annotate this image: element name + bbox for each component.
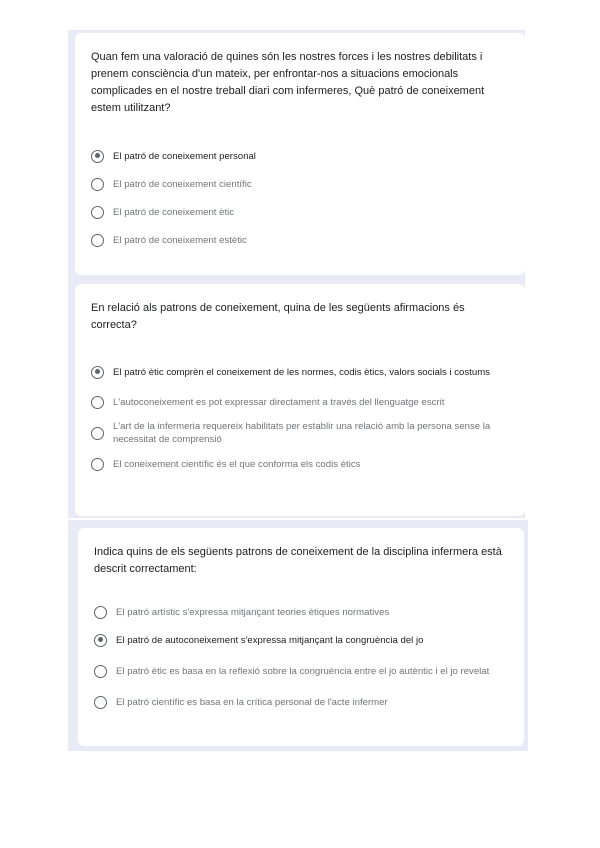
radio-option[interactable]: [91, 416, 509, 450]
radio-unselected-icon[interactable]: [91, 427, 104, 440]
radio-unselected-icon[interactable]: [91, 206, 104, 219]
radio-option[interactable]: [91, 226, 509, 254]
answer-options: [91, 356, 509, 478]
question-text: En relació als patrons de coneixement, quina de les següents afirmacions és correcta?: [91, 302, 465, 331]
question-card-3: [78, 528, 524, 746]
option-label: El patró artístic s'expressa mitjançant teories ètiques normatives: [116, 606, 390, 618]
option-label: El patró científic es basa en la crítica personal de l'acte infermer: [116, 696, 388, 708]
option-label: L'art de la infermeria requereix habilitats per establir una relació amb la persona sense la necessitat de comprensió: [113, 421, 491, 445]
option-label: El patró de coneixement personal: [113, 150, 256, 162]
radio-option[interactable]: [91, 198, 509, 226]
radio-option[interactable]: [94, 598, 508, 626]
answer-options: [91, 142, 509, 254]
radio-option[interactable]: [91, 170, 509, 198]
radio-option[interactable]: [91, 450, 509, 478]
radio-unselected-icon[interactable]: [94, 665, 107, 678]
radio-option[interactable]: [94, 688, 508, 716]
option-label: L'autoconeixement es pot expressar directament a través del llenguatge escrit: [113, 396, 445, 408]
radio-option[interactable]: [91, 356, 509, 388]
radio-option[interactable]: [91, 142, 509, 170]
option-label: El patró de coneixement ètic: [113, 206, 235, 218]
radio-unselected-icon[interactable]: [91, 396, 104, 409]
option-label: El patró ètic es basa en la reflexió sobre la congruència entre el jo autèntic i el jo revelat: [116, 665, 490, 677]
radio-option[interactable]: [94, 626, 508, 654]
question-card-1: [75, 33, 525, 275]
radio-selected-icon[interactable]: [91, 150, 104, 163]
answer-options: [94, 598, 508, 716]
option-label: El coneixement científic és el que conforma els codis ètics: [113, 458, 361, 470]
radio-option[interactable]: [91, 388, 509, 416]
option-label: El patró ètic comprèn el coneixement de les normes, codis ètics, valors socials i costums: [113, 366, 490, 378]
question-card-2: [75, 284, 525, 516]
question-text: Quan fem una valoració de quines són les nostres forces i les nostres debilitats i prenem consciència d'un mateix, per enfrontar-nos a situacions emocionals complicades en el nostre treball diari com infermeres, Què patró de coneixement estem utilitzant?: [91, 51, 485, 114]
radio-unselected-icon[interactable]: [91, 178, 104, 191]
option-label: El patró de coneixement estètic: [113, 234, 247, 246]
radio-unselected-icon[interactable]: [94, 606, 107, 619]
radio-selected-icon[interactable]: [94, 634, 107, 647]
radio-option[interactable]: [94, 654, 508, 688]
radio-selected-icon[interactable]: [91, 366, 104, 379]
option-label: El patró de autoconeixement s'expressa mitjançant la congruència del jo: [116, 634, 424, 646]
question-text: Indica quins de els següents patrons de coneixement de la disciplina infermera està descrit correctament:: [94, 546, 502, 575]
radio-unselected-icon[interactable]: [94, 696, 107, 709]
radio-unselected-icon[interactable]: [91, 458, 104, 471]
option-label: El patró de coneixement científic: [113, 178, 252, 190]
radio-unselected-icon[interactable]: [91, 234, 104, 247]
